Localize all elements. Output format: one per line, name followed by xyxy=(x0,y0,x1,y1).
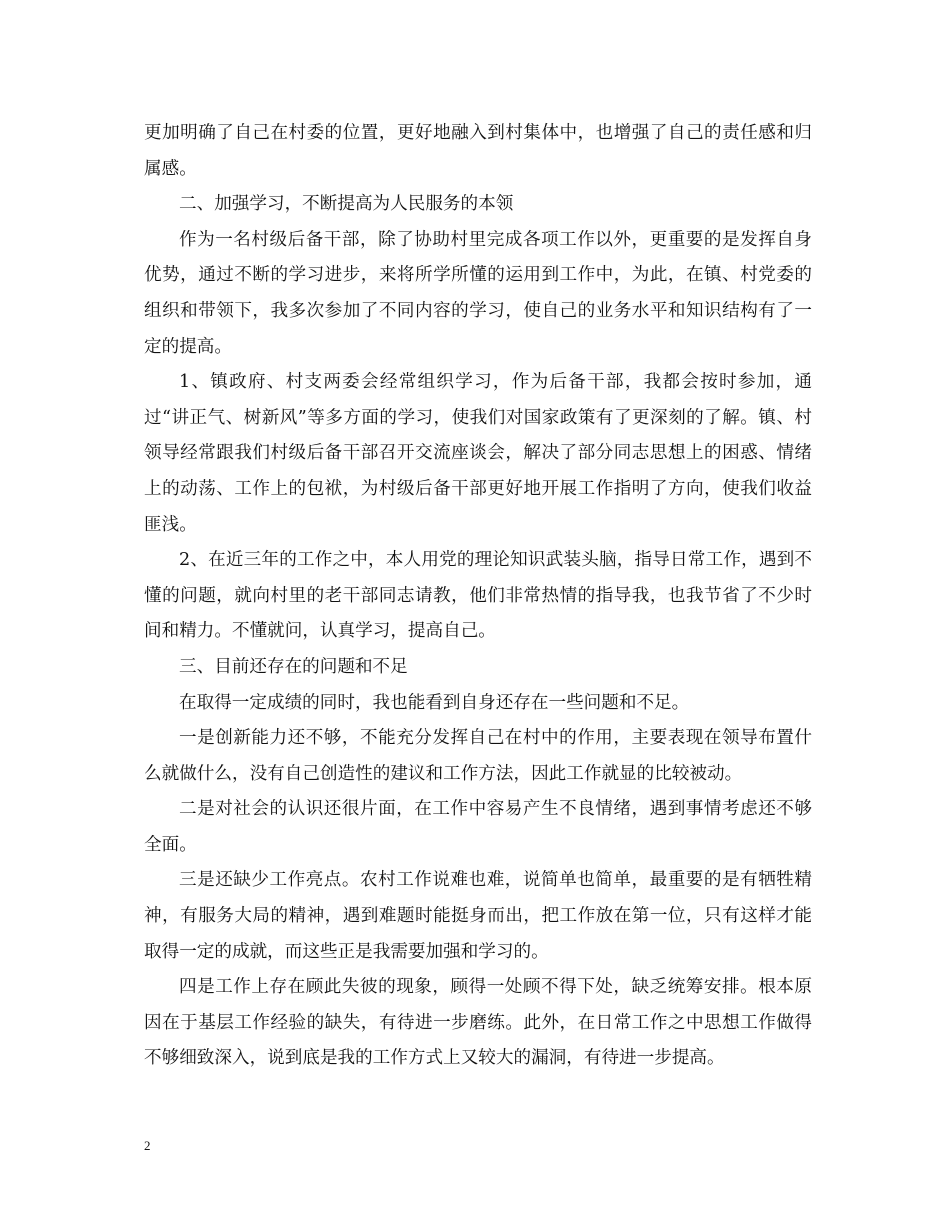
page-number: 2 xyxy=(144,1138,151,1153)
paragraph-shortcomings-intro: 在取得一定成绩的同时，我也能看到自身还存在一些问题和不足。 xyxy=(179,692,690,713)
paragraph-continuation: 更加明确了自己在村委的位置，更好地融入到村集体中，也增强了自己的责任感和归属感。 xyxy=(144,123,812,179)
paragraph-shortcoming-1: 一是创新能力还不够，不能充分发挥自己在村中的作用，主要表现在领导布置什么就做什么，没有自己创造性的建议和工作方法，因此工作就显的比较被动。 xyxy=(144,728,812,784)
paragraph-shortcoming-4: 四是工作上存在顾此失彼的现象，顾得一处顾不得下处，缺乏统筹安排。根本原因在于基层工作经验的缺失，有待进一步磨练。此外，在日常工作之中思想工作做得不够细致深入，说到底是我的工作方式上又较大的漏洞，有待进一步提高。 xyxy=(144,977,812,1069)
document-body xyxy=(144,116,812,1077)
section-heading-2: 二、加强学习，不断提高为人民服务的本领 xyxy=(179,194,514,215)
paragraph-study-intro: 作为一名村级后备干部，除了协助村里完成各项工作以外，更重要的是发挥自身优势，通过不断的学习进步，来将所学所懂的运用到工作中，为此，在镇、村党委的组织和带领下，我多次参加了不同内容的学习，使自己的业务水平和知识结构有了一定的提高。 xyxy=(144,229,812,357)
paragraph-shortcoming-2: 二是对社会的认识还很片面，在工作中容易产生不良情绪，遇到事情考虑还不够全面。 xyxy=(144,799,812,855)
paragraph-item-1: 1、镇政府、村支两委会经常组织学习，作为后备干部，我都会按时参加，通过“讲正气、树新风”等多方面的学习，使我们对国家政策有了更深刻的了解。镇、村领导经常跟我们村级后备干部召开交流座谈会，解决了部分同志思想上的困惑、情绪上的动荡、工作上的包袱，为村级后备干部更好地开展工作指明了方向，使我们收益匪浅。 xyxy=(144,372,812,535)
paragraph-item-2: 2、在近三年的工作之中，本人用党的理论知识武装头脑，指导日常工作，遇到不懂的问题，就向村里的老干部同志请教，他们非常热情的指导我，也我节省了不少时间和精力。不懂就问，认真学习，提高自己。 xyxy=(144,550,812,642)
section-heading-3: 三、目前还存在的问题和不足 xyxy=(179,656,408,677)
paragraph-shortcoming-3: 三是还缺少工作亮点。农村工作说难也难，说简单也简单，最重要的是有牺牲精神，有服务大局的精神，遇到难题时能挺身而出，把工作放在第一位，只有这样才能取得一定的成就，而这些正是我需要加强和学习的。 xyxy=(144,870,812,962)
